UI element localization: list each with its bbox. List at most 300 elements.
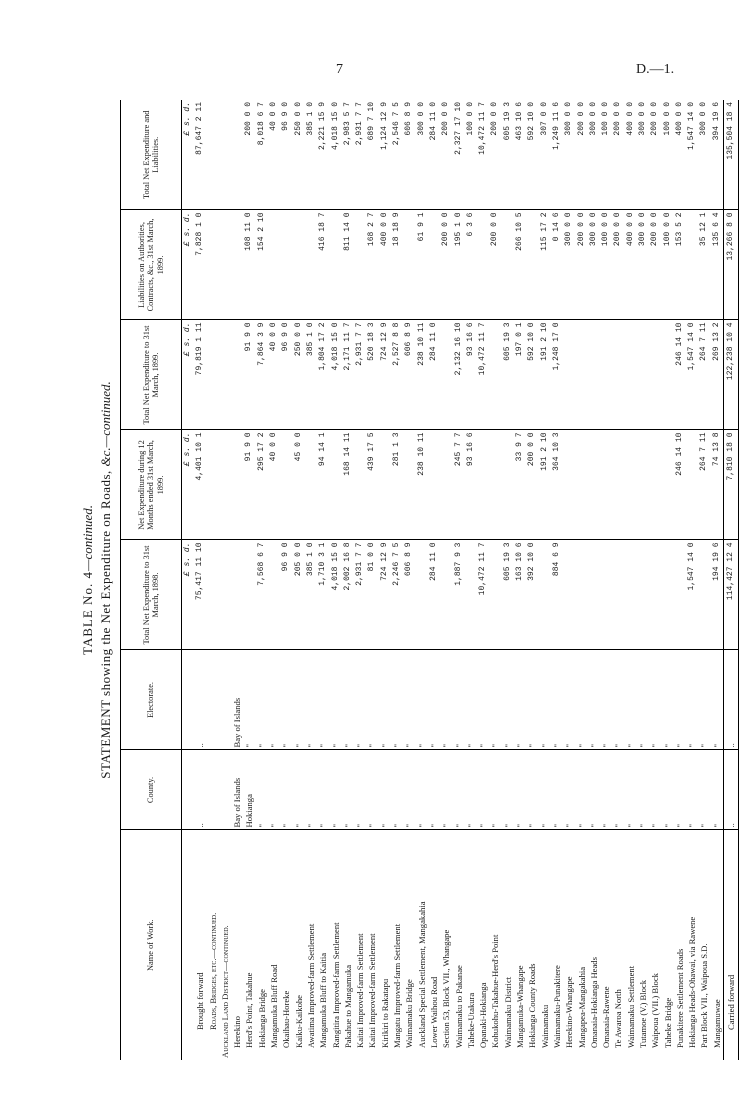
col-electorate: Electorate. bbox=[121, 650, 182, 750]
table-row bbox=[612, 100, 624, 1060]
value-cell: 884 6 9 bbox=[551, 540, 563, 650]
value-cell: 2,527 8 8 bbox=[391, 320, 403, 430]
value-cell: 2,931 7 7 bbox=[354, 100, 366, 210]
electorate-cell: " bbox=[563, 650, 575, 750]
table-number-label: TABLE No. 4 bbox=[80, 571, 95, 656]
table-row bbox=[354, 100, 366, 1060]
value-cell: 7,864 3 9 bbox=[256, 320, 268, 430]
value-cell bbox=[563, 320, 575, 430]
electorate-cell: " bbox=[403, 650, 415, 750]
table-row bbox=[551, 100, 563, 1060]
carried-forward-value: 122,238 10 4 bbox=[724, 320, 739, 430]
county-cell: " bbox=[391, 750, 403, 830]
value-cell: 100 0 0 bbox=[600, 210, 612, 320]
work-name-cell: Kaitai Improved-farm Settlement bbox=[355, 933, 366, 1048]
page-number: 7 bbox=[336, 62, 343, 77]
value-cell bbox=[612, 540, 624, 650]
value-cell: 1,547 14 0 bbox=[686, 540, 698, 650]
value-cell bbox=[354, 210, 366, 320]
table-row bbox=[256, 100, 268, 1060]
value-cell: 300 0 0 bbox=[563, 210, 575, 320]
table-row bbox=[563, 100, 575, 1060]
value-cell: 45 0 0 bbox=[293, 430, 305, 540]
value-cell: 250 0 0 bbox=[293, 320, 305, 430]
value-cell bbox=[526, 210, 538, 320]
value-cell: 605 19 3 bbox=[502, 540, 514, 650]
work-name-cell: Awatima Improved-farm Settlement bbox=[305, 923, 316, 1048]
value-cell: 300 0 0 bbox=[637, 210, 649, 320]
table-row bbox=[588, 100, 600, 1060]
electorate-cell: " bbox=[305, 650, 317, 750]
value-cell bbox=[637, 430, 649, 540]
value-cell: 606 8 9 bbox=[403, 100, 415, 210]
work-name-cell: Mangamuka Bluff Road bbox=[269, 964, 280, 1048]
brought-forward-county: .. bbox=[194, 750, 206, 830]
value-cell: 264 7 11 bbox=[698, 430, 710, 540]
electorate-cell: " bbox=[342, 650, 354, 750]
value-cell: 284 11 0 bbox=[428, 100, 440, 210]
county-cell: " bbox=[453, 750, 465, 830]
value-cell: 191 2 10 bbox=[539, 430, 551, 540]
value-cell: 2,002 16 8 bbox=[342, 540, 354, 650]
table-row bbox=[379, 100, 391, 1060]
electorate-cell: " bbox=[637, 650, 649, 750]
brought-forward-electorate: .. bbox=[194, 650, 206, 750]
county-cell: " bbox=[256, 750, 268, 830]
value-cell: 2,171 11 7 bbox=[342, 320, 354, 430]
value-cell bbox=[625, 540, 637, 650]
value-cell bbox=[489, 540, 501, 650]
value-cell: 91 9 0 bbox=[243, 320, 255, 430]
value-cell: 281 1 3 bbox=[391, 430, 403, 540]
electorate-cell: " bbox=[280, 650, 292, 750]
value-cell: 400 0 0 bbox=[625, 100, 637, 210]
value-cell: 2,931 7 7 bbox=[354, 540, 366, 650]
county-cell: " bbox=[637, 750, 649, 830]
value-cell: 605 19 3 bbox=[502, 320, 514, 430]
electorate-cell: " bbox=[293, 650, 305, 750]
value-cell: 40 0 0 bbox=[268, 320, 280, 430]
electorate-cell: " bbox=[600, 650, 612, 750]
table-row bbox=[637, 100, 649, 1060]
value-cell: 246 14 10 bbox=[674, 430, 686, 540]
col-county: County. bbox=[121, 750, 182, 830]
county-cell: " bbox=[563, 750, 575, 830]
value-cell: 8,018 6 7 bbox=[256, 100, 268, 210]
value-cell bbox=[588, 430, 600, 540]
value-cell bbox=[686, 210, 698, 320]
electorate-cell: " bbox=[465, 650, 477, 750]
carried-forward-value: 135,504 18 4 bbox=[724, 100, 739, 210]
value-cell: 205 0 0 bbox=[293, 540, 305, 650]
value-cell: 385 1 0 bbox=[305, 320, 317, 430]
work-name-cell: Herekino-Whangape bbox=[564, 976, 575, 1048]
value-cell bbox=[231, 320, 243, 430]
value-cell: 246 14 10 bbox=[674, 320, 686, 430]
table-row bbox=[330, 100, 342, 1060]
value-cell: 724 12 9 bbox=[379, 540, 391, 650]
value-cell bbox=[600, 540, 612, 650]
table-row bbox=[600, 100, 612, 1060]
electorate-cell: " bbox=[453, 650, 465, 750]
value-cell: 385 1 0 bbox=[305, 540, 317, 650]
value-cell: 2,221 15 9 bbox=[317, 100, 329, 210]
value-cell bbox=[662, 320, 674, 430]
value-cell: 96 9 0 bbox=[280, 540, 292, 650]
value-cell: 2,246 7 5 bbox=[391, 540, 403, 650]
value-cell: 250 0 0 bbox=[293, 100, 305, 210]
table-row bbox=[698, 100, 710, 1060]
col-grand-total: Total Net Expenditure and Liabilities. bbox=[121, 100, 182, 210]
value-cell: 40 0 0 bbox=[268, 100, 280, 210]
statement-suffix: &c.—continued. bbox=[98, 381, 113, 467]
electorate-cell: " bbox=[588, 650, 600, 750]
value-cell: 33 9 7 bbox=[514, 430, 526, 540]
value-cell: 264 7 11 bbox=[698, 320, 710, 430]
col-total-1899: Total Net Expenditure to 31st March, 1899. bbox=[121, 320, 182, 430]
carried-forward-row bbox=[724, 100, 739, 1060]
value-cell: 592 10 0 bbox=[526, 100, 538, 210]
district-heading-row bbox=[219, 100, 231, 1060]
electorate-cell: " bbox=[489, 650, 501, 750]
value-cell: 238 10 11 bbox=[416, 320, 428, 430]
table-row bbox=[305, 100, 317, 1060]
value-cell bbox=[662, 430, 674, 540]
value-cell: 238 10 11 bbox=[416, 430, 428, 540]
table-row bbox=[342, 100, 354, 1060]
value-cell: 1,248 17 0 bbox=[551, 320, 563, 430]
table-row bbox=[662, 100, 674, 1060]
value-cell bbox=[379, 430, 391, 540]
electorate-cell: " bbox=[354, 650, 366, 750]
work-name-cell: Kaitai Improved-farm Settlement bbox=[367, 933, 378, 1048]
county-cell: " bbox=[576, 750, 588, 830]
value-cell: 200 0 0 bbox=[489, 210, 501, 320]
value-cell: 300 0 0 bbox=[588, 210, 600, 320]
electorate-cell: " bbox=[330, 650, 342, 750]
table-row bbox=[625, 100, 637, 1060]
value-cell: 1,124 12 9 bbox=[379, 100, 391, 210]
value-cell: 100 0 0 bbox=[600, 100, 612, 210]
col-name-of-work: Name of Work. bbox=[121, 830, 182, 1060]
electorate-cell: " bbox=[243, 650, 255, 750]
work-name-cell: Waimamaku to Pakanae bbox=[453, 965, 464, 1048]
table-row bbox=[280, 100, 292, 1060]
value-cell bbox=[330, 430, 342, 540]
work-name-cell: Taheke Bridge bbox=[662, 997, 673, 1048]
work-name-cell: Tutamoe (V.) Block bbox=[637, 979, 648, 1048]
value-cell: 385 1 0 bbox=[305, 100, 317, 210]
value-cell: 4,018 15 0 bbox=[330, 320, 342, 430]
value-cell: 811 14 0 bbox=[342, 210, 354, 320]
electorate-cell: " bbox=[711, 650, 724, 750]
value-cell bbox=[403, 430, 415, 540]
table-row bbox=[489, 100, 501, 1060]
value-cell: 195 1 0 bbox=[453, 210, 465, 320]
value-cell: 300 0 0 bbox=[588, 100, 600, 210]
value-cell: 200 0 0 bbox=[649, 100, 661, 210]
table-row bbox=[465, 100, 477, 1060]
table-row bbox=[391, 100, 403, 1060]
value-cell bbox=[354, 430, 366, 540]
county-cell: " bbox=[625, 750, 637, 830]
work-name-cell: Auckland Special Settlement, Mangakahia bbox=[416, 901, 427, 1048]
work-name-cell: Hokianga Heads-Ohawai, via Rawene bbox=[687, 916, 698, 1048]
value-cell: 200 0 0 bbox=[649, 210, 661, 320]
value-cell bbox=[305, 430, 317, 540]
carried-forward-electorate: .. bbox=[724, 650, 739, 750]
table-row bbox=[686, 100, 698, 1060]
value-cell bbox=[649, 430, 661, 540]
county-cell: " bbox=[539, 750, 551, 830]
electorate-cell: " bbox=[698, 650, 710, 750]
value-cell bbox=[637, 540, 649, 650]
work-name-cell: Omanaia-Rawene bbox=[601, 986, 612, 1048]
value-cell bbox=[477, 430, 489, 540]
electorate-cell: " bbox=[416, 650, 428, 750]
value-cell: 197 0 1 bbox=[514, 320, 526, 430]
county-cell: " bbox=[514, 750, 526, 830]
county-cell: " bbox=[686, 750, 698, 830]
value-cell: 269 13 2 bbox=[711, 320, 724, 430]
value-cell: 94 14 1 bbox=[317, 430, 329, 540]
value-cell bbox=[625, 430, 637, 540]
table-row bbox=[674, 100, 686, 1060]
electorate-cell: " bbox=[526, 650, 538, 750]
electorate-cell: " bbox=[551, 650, 563, 750]
value-cell: 300 0 0 bbox=[637, 100, 649, 210]
brought-forward-value: 79,819 1 11 bbox=[194, 320, 206, 430]
electorate-cell: " bbox=[686, 650, 698, 750]
electorate-cell: " bbox=[477, 650, 489, 750]
electorate-cell: " bbox=[440, 650, 452, 750]
county-cell: " bbox=[428, 750, 440, 830]
brought-forward-value: 87,647 2 11 bbox=[194, 100, 206, 210]
value-cell: 100 0 0 bbox=[662, 100, 674, 210]
value-cell: 10,472 11 7 bbox=[477, 320, 489, 430]
value-cell: 200 0 0 bbox=[440, 100, 452, 210]
carried-forward-county: .. bbox=[724, 750, 739, 830]
expenditure-table bbox=[120, 100, 739, 1060]
value-cell bbox=[563, 430, 575, 540]
table-row bbox=[366, 100, 378, 1060]
brought-forward-value: 4,401 10 1 bbox=[194, 430, 206, 540]
section-heading-row bbox=[207, 100, 219, 1060]
value-cell bbox=[428, 430, 440, 540]
county-cell: " bbox=[551, 750, 563, 830]
work-name-cell: Mangapea-Mangakahia bbox=[576, 966, 587, 1048]
work-name-cell: Waimamaku-Punakitere bbox=[551, 965, 562, 1048]
county-cell: " bbox=[293, 750, 305, 830]
county-cell: " bbox=[440, 750, 452, 830]
work-name-cell: Omanaia-Hokianga Heads bbox=[588, 957, 599, 1048]
value-cell bbox=[612, 320, 624, 430]
unit-cell: £ s. d. bbox=[182, 100, 195, 210]
value-cell: 689 7 10 bbox=[366, 100, 378, 210]
value-cell bbox=[600, 430, 612, 540]
county-cell: " bbox=[354, 750, 366, 830]
value-cell bbox=[440, 540, 452, 650]
electorate-cell: " bbox=[662, 650, 674, 750]
table-row bbox=[526, 100, 538, 1060]
brought-forward-value: 7,828 1 0 bbox=[194, 210, 206, 320]
county-cell: " bbox=[403, 750, 415, 830]
value-cell: 300 0 0 bbox=[416, 100, 428, 210]
value-cell: 300 0 0 bbox=[698, 100, 710, 210]
work-name-cell: Pakahue to Mangamuka bbox=[342, 964, 353, 1048]
value-cell: 284 11 0 bbox=[428, 540, 440, 650]
electorate-cell: " bbox=[674, 650, 686, 750]
county-cell: " bbox=[317, 750, 329, 830]
electorate-cell: " bbox=[256, 650, 268, 750]
unit-cell: £ s. d. bbox=[182, 320, 195, 430]
unit-cell: £ s. d. bbox=[182, 210, 195, 320]
county-cell: " bbox=[477, 750, 489, 830]
value-cell: 18 18 9 bbox=[391, 210, 403, 320]
value-cell: 300 0 0 bbox=[563, 100, 575, 210]
value-cell bbox=[440, 430, 452, 540]
county-cell: " bbox=[330, 750, 342, 830]
value-cell bbox=[588, 540, 600, 650]
county-cell: Hokianga bbox=[243, 750, 255, 830]
col-total-1898: Total Net Expenditure to 31st March, 1898. bbox=[121, 540, 182, 650]
value-cell bbox=[403, 210, 415, 320]
header-row bbox=[121, 100, 182, 1060]
county-cell: " bbox=[588, 750, 600, 830]
value-cell: 0 14 6 bbox=[551, 210, 563, 320]
value-cell: 135 6 4 bbox=[711, 210, 724, 320]
value-cell bbox=[563, 540, 575, 650]
value-cell bbox=[231, 540, 243, 650]
value-cell: 115 17 2 bbox=[539, 210, 551, 320]
value-cell: 4,018 15 0 bbox=[330, 540, 342, 650]
table-row bbox=[268, 100, 280, 1060]
value-cell bbox=[243, 540, 255, 650]
value-cell bbox=[625, 320, 637, 430]
county-cell: " bbox=[305, 750, 317, 830]
value-cell: 200 0 0 bbox=[576, 210, 588, 320]
col-liabilities: Liabilities on Authorities, Contracts, &c., 31st March, 1899. bbox=[121, 210, 182, 320]
value-cell: 194 19 6 bbox=[711, 540, 724, 650]
value-cell bbox=[502, 430, 514, 540]
work-name-cell: Herekino bbox=[232, 1016, 243, 1048]
electorate-cell: " bbox=[317, 650, 329, 750]
value-cell: 81 0 0 bbox=[366, 540, 378, 650]
table-number bbox=[80, 100, 96, 1060]
value-cell: 1,804 17 2 bbox=[317, 320, 329, 430]
work-name-cell: Hokianga County Roads bbox=[527, 963, 538, 1048]
table-row bbox=[440, 100, 452, 1060]
value-cell: 40 0 0 bbox=[268, 430, 280, 540]
value-cell: 35 12 1 bbox=[698, 210, 710, 320]
value-cell bbox=[231, 210, 243, 320]
unit-cell: £ s. d. bbox=[182, 540, 195, 650]
table-row bbox=[576, 100, 588, 1060]
work-name-cell: Okaihau-Horeke bbox=[281, 990, 292, 1048]
value-cell: 724 12 9 bbox=[379, 320, 391, 430]
county-cell: " bbox=[489, 750, 501, 830]
value-cell: 307 0 0 bbox=[539, 100, 551, 210]
brought-forward-value: 75,417 11 10 bbox=[194, 540, 206, 650]
table-row bbox=[428, 100, 440, 1060]
units-row bbox=[182, 100, 195, 1060]
value-cell: 605 19 3 bbox=[502, 100, 514, 210]
work-name-cell: Kohukohu-Takahue-Herd's Point bbox=[490, 934, 501, 1048]
table-row bbox=[293, 100, 305, 1060]
carried-forward-value: 114,427 12 4 bbox=[724, 540, 739, 650]
value-cell: 284 11 0 bbox=[428, 320, 440, 430]
value-cell: 91 9 0 bbox=[243, 430, 255, 540]
value-cell bbox=[465, 540, 477, 650]
table-row bbox=[403, 100, 415, 1060]
electorate-cell: " bbox=[576, 650, 588, 750]
electorate-cell: " bbox=[391, 650, 403, 750]
electorate-cell: Bay of Islands bbox=[231, 650, 243, 750]
value-cell: 400 0 0 bbox=[674, 100, 686, 210]
value-cell: 108 11 0 bbox=[243, 210, 255, 320]
electorate-cell: " bbox=[502, 650, 514, 750]
page-reference: D.—1. bbox=[636, 62, 675, 77]
county-cell: " bbox=[674, 750, 686, 830]
value-cell: 200 0 0 bbox=[243, 100, 255, 210]
work-name-cell: Waipoua (VII.) Block bbox=[650, 973, 661, 1048]
county-cell: " bbox=[342, 750, 354, 830]
value-cell: 100 0 0 bbox=[465, 100, 477, 210]
value-cell bbox=[293, 210, 305, 320]
value-cell: 463 10 6 bbox=[514, 100, 526, 210]
rotated-table-region bbox=[80, 100, 737, 1060]
value-cell: 1,710 3 1 bbox=[317, 540, 329, 650]
brought-forward-row bbox=[194, 100, 206, 1060]
table-row bbox=[477, 100, 489, 1060]
value-cell bbox=[600, 320, 612, 430]
value-cell bbox=[576, 540, 588, 650]
work-name-cell: Part Block VII., Waipoua S.D. bbox=[699, 943, 710, 1048]
value-cell: 1,887 9 3 bbox=[453, 540, 465, 650]
table-statement bbox=[98, 100, 114, 1060]
county-cell: " bbox=[698, 750, 710, 830]
value-cell bbox=[588, 320, 600, 430]
work-name-cell: Mangamuwae bbox=[711, 999, 722, 1048]
table-row bbox=[416, 100, 428, 1060]
carried-forward-value: 7,810 18 0 bbox=[724, 430, 739, 540]
value-cell bbox=[330, 210, 342, 320]
value-cell: 1,249 11 6 bbox=[551, 100, 563, 210]
value-cell: 2,546 7 5 bbox=[391, 100, 403, 210]
county-cell: " bbox=[600, 750, 612, 830]
county-cell: " bbox=[268, 750, 280, 830]
work-name-cell: Waimamaku bbox=[539, 1004, 550, 1048]
table-row bbox=[649, 100, 661, 1060]
value-cell: 606 8 9 bbox=[403, 540, 415, 650]
value-cell: 168 2 7 bbox=[366, 210, 378, 320]
value-cell bbox=[489, 320, 501, 430]
county-cell: " bbox=[649, 750, 661, 830]
table-row bbox=[317, 100, 329, 1060]
value-cell: 400 0 0 bbox=[379, 210, 391, 320]
county-cell: " bbox=[526, 750, 538, 830]
value-cell bbox=[268, 210, 280, 320]
table-row bbox=[502, 100, 514, 1060]
table-row bbox=[231, 100, 243, 1060]
work-name-cell: Kirikiri to Rakatapu bbox=[379, 978, 390, 1048]
value-cell: 392 10 0 bbox=[526, 540, 538, 650]
electorate-cell: " bbox=[366, 650, 378, 750]
value-cell bbox=[231, 430, 243, 540]
electorate-cell: " bbox=[379, 650, 391, 750]
value-cell: 416 18 7 bbox=[317, 210, 329, 320]
value-cell: 153 5 2 bbox=[674, 210, 686, 320]
